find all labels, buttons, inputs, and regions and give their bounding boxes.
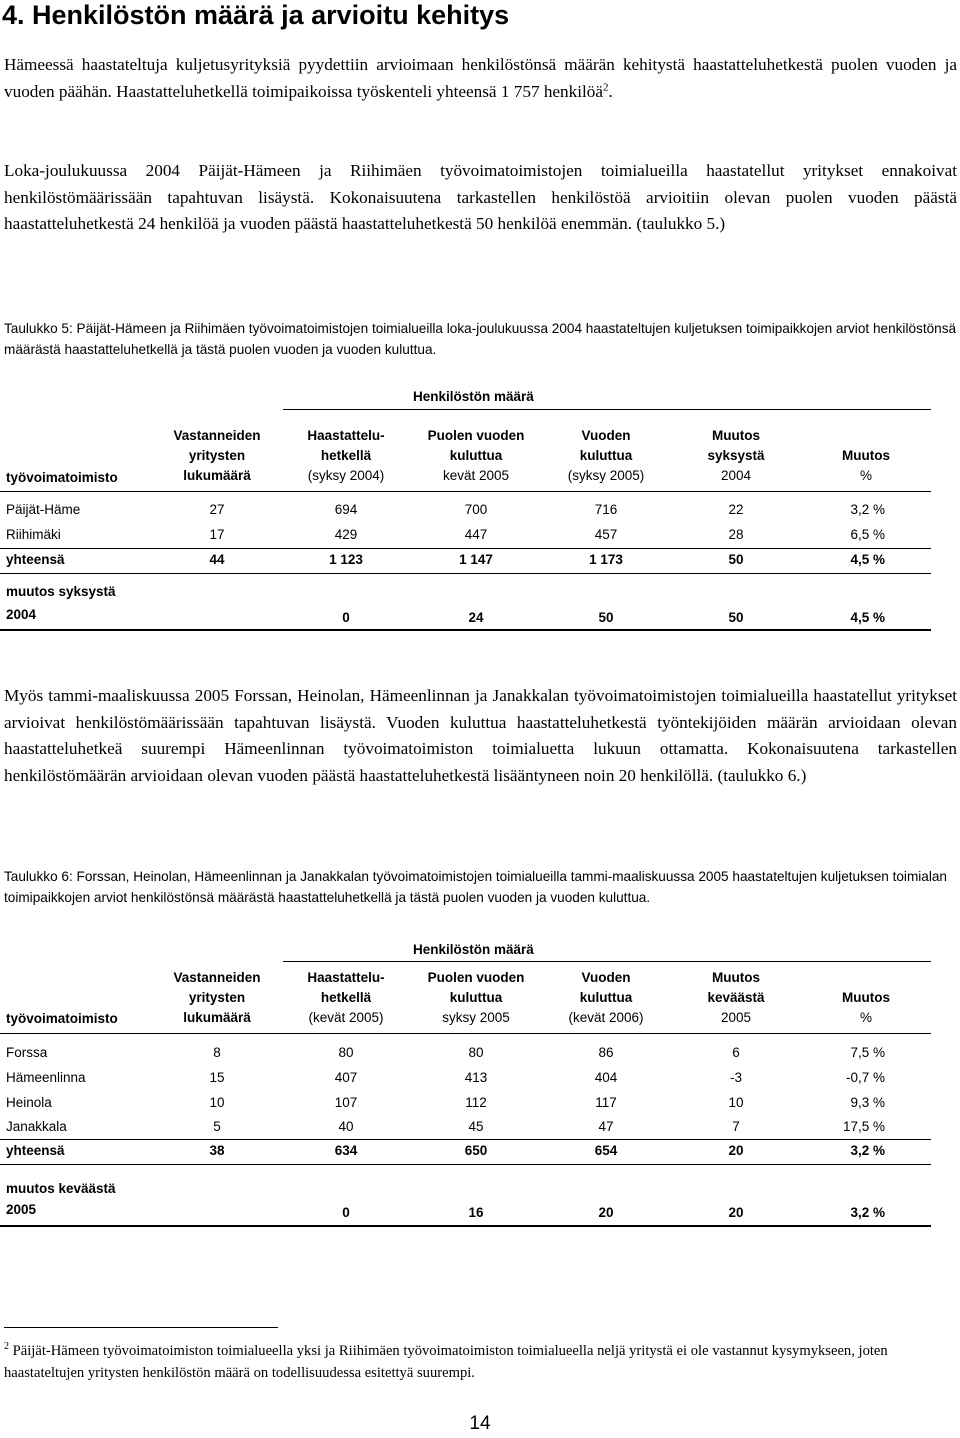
col-header-line: syksystä xyxy=(707,448,765,463)
table-cell: 20 xyxy=(598,1205,614,1220)
table-cell: 3,2 % xyxy=(850,502,885,517)
row-label: Forssa xyxy=(6,1045,48,1060)
table6-caption: Taulukko 6: Forssan, Heinolan, Hämeenlinnan ja Janakkalan työvoimatoimistojen toimialueilla tammi-maaliskuussa 2005 haastateltujen kuljetuksen toimialan toimipaikkojen arviot henkilöstönsä määrästä haastatteluhetkellä ja tästä puolen vuoden ja vuoden kuluttua. xyxy=(4,869,947,905)
col-header-line: keväästä xyxy=(707,990,765,1005)
col-header-line: 2005 xyxy=(720,1010,752,1025)
table-cell: 28 xyxy=(728,527,744,542)
table-cell: 650 xyxy=(464,1143,488,1158)
table-cell: 50 xyxy=(598,610,614,625)
table-cell: 8 xyxy=(213,1045,221,1060)
col-header-line: Puolen vuoden xyxy=(427,428,525,443)
table-cell: 404 xyxy=(594,1070,618,1085)
table-cell: 20 xyxy=(728,1143,744,1158)
table5-col-header-office: työvoimatoimisto xyxy=(6,470,118,485)
col-header-line: Muutos xyxy=(842,448,890,463)
table-cell: 107 xyxy=(334,1095,358,1110)
table-row xyxy=(0,1115,960,1139)
page-number: 14 xyxy=(469,1413,491,1434)
col-header-line: hetkellä xyxy=(320,448,372,463)
footnote-separator xyxy=(4,1327,278,1328)
col-header-line: lukumäärä xyxy=(183,468,251,483)
table6-col-header-office: työvoimatoimisto xyxy=(6,1011,118,1026)
table-cell: 50 xyxy=(728,610,744,625)
table6-group-title: Henkilöstön määrä xyxy=(413,942,534,957)
col-header-line: yritysten xyxy=(188,990,246,1005)
table-row-total xyxy=(0,548,960,572)
table-cell: 7 xyxy=(732,1119,740,1134)
table-cell: 429 xyxy=(334,527,358,542)
table-cell: 17,5 % xyxy=(842,1119,885,1134)
table-cell: 38 xyxy=(209,1143,225,1158)
footnote-ref[interactable]: 2 xyxy=(603,80,609,93)
row-label: 2004 xyxy=(6,607,37,622)
table-row-change xyxy=(0,603,960,627)
table6-group-rule xyxy=(283,961,931,962)
col-header-line: kuluttua xyxy=(449,990,503,1005)
col-header-line: hetkellä xyxy=(320,990,372,1005)
table5-caption: Taulukko 5: Päijät-Hämeen ja Riihimäen työvoimatoimistojen toimialueilla loka-joulukuussa 2004 haastateltujen kuljetuksen toimipaikkojen arviot henkilöstönsä määrästä haastatteluhetkellä ja tästä puolen vuoden ja vuoden kuluttua. xyxy=(4,321,957,357)
table6-col-header-year xyxy=(541,968,671,1028)
col-header-line: (kevät 2006) xyxy=(568,1010,644,1025)
footnote-mark: 2 xyxy=(4,1341,9,1352)
table5-bottom-rule xyxy=(0,629,931,631)
paragraph-spring-2005: Myös tammi-maaliskuussa 2005 Forssan, Heinolan, Hämeenlinnan ja Janakkalan työvoimatoimistojen toimialueilla haastatellut yritykset arvioivat henkilöstömäärissään tapahtuvan lisäystä. Vuoden kuluttua haastatteluhetkestä työntekijöiden määrän arvioidaan olevan haastatteluhetkeä suurempi Hämeenlinnan työvoimatoimiston toimialuetta lukuun ottamatta. Kokonaisuutena tarkastellen henkilöstömäärän arvioidaan olevan vuoden päästä haastatteluhetkestä lisääntyneen noin 20 henkilöllä. (taulukko 6.) xyxy=(4,686,957,785)
table-cell: 9,3 % xyxy=(850,1095,885,1110)
row-label: Päijät-Häme xyxy=(6,502,81,517)
table-cell: 17 xyxy=(209,527,225,542)
row-label: Riihimäki xyxy=(6,527,61,542)
table-cell: 24 xyxy=(468,610,484,625)
table-cell: 4,5 % xyxy=(850,552,885,567)
col-header-line: lukumäärä xyxy=(183,1010,251,1025)
table-row xyxy=(0,523,960,547)
col-header-line: (kevät 2005) xyxy=(308,1010,384,1025)
table6-change-rule xyxy=(0,1164,931,1165)
table6-col-header-interview xyxy=(281,968,411,1028)
section-heading: 4. Henkilöstön määrä ja arvioitu kehitys xyxy=(2,0,510,30)
table6-col-header-change-pct xyxy=(801,988,931,1028)
table5-col-header-interview xyxy=(281,426,411,486)
table-cell: 80 xyxy=(338,1045,354,1060)
table-cell: 80 xyxy=(468,1045,484,1060)
table-cell: -0,7 % xyxy=(845,1070,885,1085)
col-header-line: yritysten xyxy=(188,448,246,463)
col-header-line: Muutos xyxy=(712,970,760,985)
table-cell: 654 xyxy=(594,1143,618,1158)
table-row xyxy=(0,1041,960,1065)
table-cell: 50 xyxy=(728,552,744,567)
table-cell: 716 xyxy=(594,502,618,517)
table-cell: 16 xyxy=(468,1205,484,1220)
col-header-line: Vastanneiden xyxy=(173,428,261,443)
col-header-line: Haastattelu- xyxy=(307,970,385,985)
table-cell: 27 xyxy=(209,502,225,517)
row-label: yhteensä xyxy=(6,552,65,567)
table-row xyxy=(0,1091,960,1115)
col-header-line: % xyxy=(859,468,872,483)
table5-col-header-change-pct xyxy=(801,446,931,486)
col-header-line: (syksy 2005) xyxy=(567,468,645,483)
table-cell: 634 xyxy=(334,1143,358,1158)
table6-col-header-change xyxy=(671,968,801,1028)
table-cell: 15 xyxy=(209,1070,225,1085)
table6-header-rule xyxy=(0,1033,931,1034)
table5-group-rule xyxy=(283,409,931,410)
table-cell: 0 xyxy=(342,1205,350,1220)
table-cell: 40 xyxy=(338,1119,354,1134)
col-header-line: Haastattelu- xyxy=(307,428,385,443)
col-header-line: 2004 xyxy=(720,468,752,483)
footnote-text: Päijät-Hämeen työvoimatoimiston toimialueella yksi ja Riihimäen työvoimatoimiston toimialueella neljä yritystä ei ole vastannut kysymykseen, joten haastateltujen yritysten henkilöstön määrä on todellisuudessa esitettyä suurempi. xyxy=(4,1342,888,1381)
table-cell: -3 xyxy=(729,1070,742,1085)
col-header-line: % xyxy=(859,1010,872,1025)
col-header-line: kevät 2005 xyxy=(442,468,510,483)
col-header-line: Vastanneiden xyxy=(173,970,261,985)
table5-change-label: muutos syksystä xyxy=(6,584,116,599)
table-cell: 3,2 % xyxy=(850,1143,885,1158)
col-header-line: kuluttua xyxy=(579,448,633,463)
table-cell: 86 xyxy=(598,1045,614,1060)
table5-col-header-change xyxy=(671,426,801,486)
intro-text: Hämeessä haastateltuja kuljetusyrityksiä pyydettiin arvioimaan henkilöstönsä määrän kehitystä haastatteluhetkestä puolen vuoden ja vuoden päähän. Haastatteluhetkellä toimipaikoissa työskenteli yhteensä 1 757 henkilöä xyxy=(4,55,957,101)
table-cell: 7,5 % xyxy=(850,1045,885,1060)
col-header-line: Puolen vuoden xyxy=(427,970,525,985)
col-header-line: Vuoden xyxy=(581,970,631,985)
table-cell: 45 xyxy=(468,1119,484,1134)
table-cell: 447 xyxy=(464,527,488,542)
table-cell: 44 xyxy=(209,552,225,567)
table-cell: 10 xyxy=(728,1095,744,1110)
table-cell: 457 xyxy=(594,527,618,542)
table6-col-header-half-year xyxy=(411,968,541,1028)
table-cell: 407 xyxy=(334,1070,358,1085)
col-header-line: Muutos xyxy=(712,428,760,443)
table5-change-rule xyxy=(0,573,931,574)
table-cell: 117 xyxy=(595,1095,617,1110)
col-header-line: syksy 2005 xyxy=(442,1010,510,1025)
table-cell: 694 xyxy=(334,502,358,517)
table-cell: 10 xyxy=(209,1095,225,1110)
row-label: 2005 xyxy=(6,1202,37,1217)
table-cell: 22 xyxy=(728,502,744,517)
col-header-line: Muutos xyxy=(842,990,890,1005)
col-header-line: kuluttua xyxy=(579,990,633,1005)
table-cell: 1 147 xyxy=(459,552,493,567)
paragraph-autumn-2004: Loka-joulukuussa 2004 Päijät-Hämeen ja Riihimäen työvoimatoimistojen toimialueilla haastatellut yritykset ennakoivat henkilöstömäärissään tapahtuvan lisäystä. Kokonaisuutena tarkastellen henkilöstöä arvioitiin olevan puolen vuoden päästä haastatteluhetkestä 24 henkilöä ja vuoden päästä haastatteluhetkestä 50 henkilöä enemmän. (taulukko 5.) xyxy=(4,161,957,233)
footnote xyxy=(4,1336,957,1384)
col-header-line: Vuoden xyxy=(581,428,631,443)
intro-text-end: . xyxy=(608,81,613,101)
table-row-change xyxy=(0,1198,960,1222)
table-row xyxy=(0,498,960,522)
table5-header-rule xyxy=(0,491,931,492)
table-cell: 413 xyxy=(464,1070,488,1085)
table-row xyxy=(0,1066,960,1090)
table6-change-label: muutos keväästä xyxy=(6,1181,116,1196)
table-cell: 47 xyxy=(598,1119,614,1134)
table-cell: 6,5 % xyxy=(850,527,885,542)
col-header-line: (syksy 2004) xyxy=(307,468,385,483)
table-cell: 700 xyxy=(464,502,488,517)
table-cell: 1 123 xyxy=(329,552,363,567)
intro-paragraph xyxy=(4,52,957,105)
table6-col-header-respondents xyxy=(152,968,282,1028)
table-cell: 1 173 xyxy=(589,552,623,567)
table-row-total xyxy=(0,1139,960,1163)
table-cell: 5 xyxy=(213,1119,221,1134)
col-header-line: kuluttua xyxy=(449,448,503,463)
table-cell: 112 xyxy=(465,1095,487,1110)
table-cell: 4,5 % xyxy=(850,610,885,625)
table-cell: 3,2 % xyxy=(850,1205,885,1220)
table5-col-header-year xyxy=(541,426,671,486)
row-label: Heinola xyxy=(6,1095,52,1110)
table5-col-header-respondents xyxy=(152,426,282,486)
table-cell: 0 xyxy=(342,610,350,625)
row-label: Janakkala xyxy=(6,1119,67,1134)
table5-col-header-half-year xyxy=(411,426,541,486)
row-label: Hämeenlinna xyxy=(6,1070,86,1085)
table5-group-title: Henkilöstön määrä xyxy=(413,389,534,404)
table-cell: 20 xyxy=(728,1205,744,1220)
row-label: yhteensä xyxy=(6,1143,65,1158)
table-cell: 6 xyxy=(732,1045,740,1060)
table6-bottom-rule xyxy=(0,1225,931,1227)
